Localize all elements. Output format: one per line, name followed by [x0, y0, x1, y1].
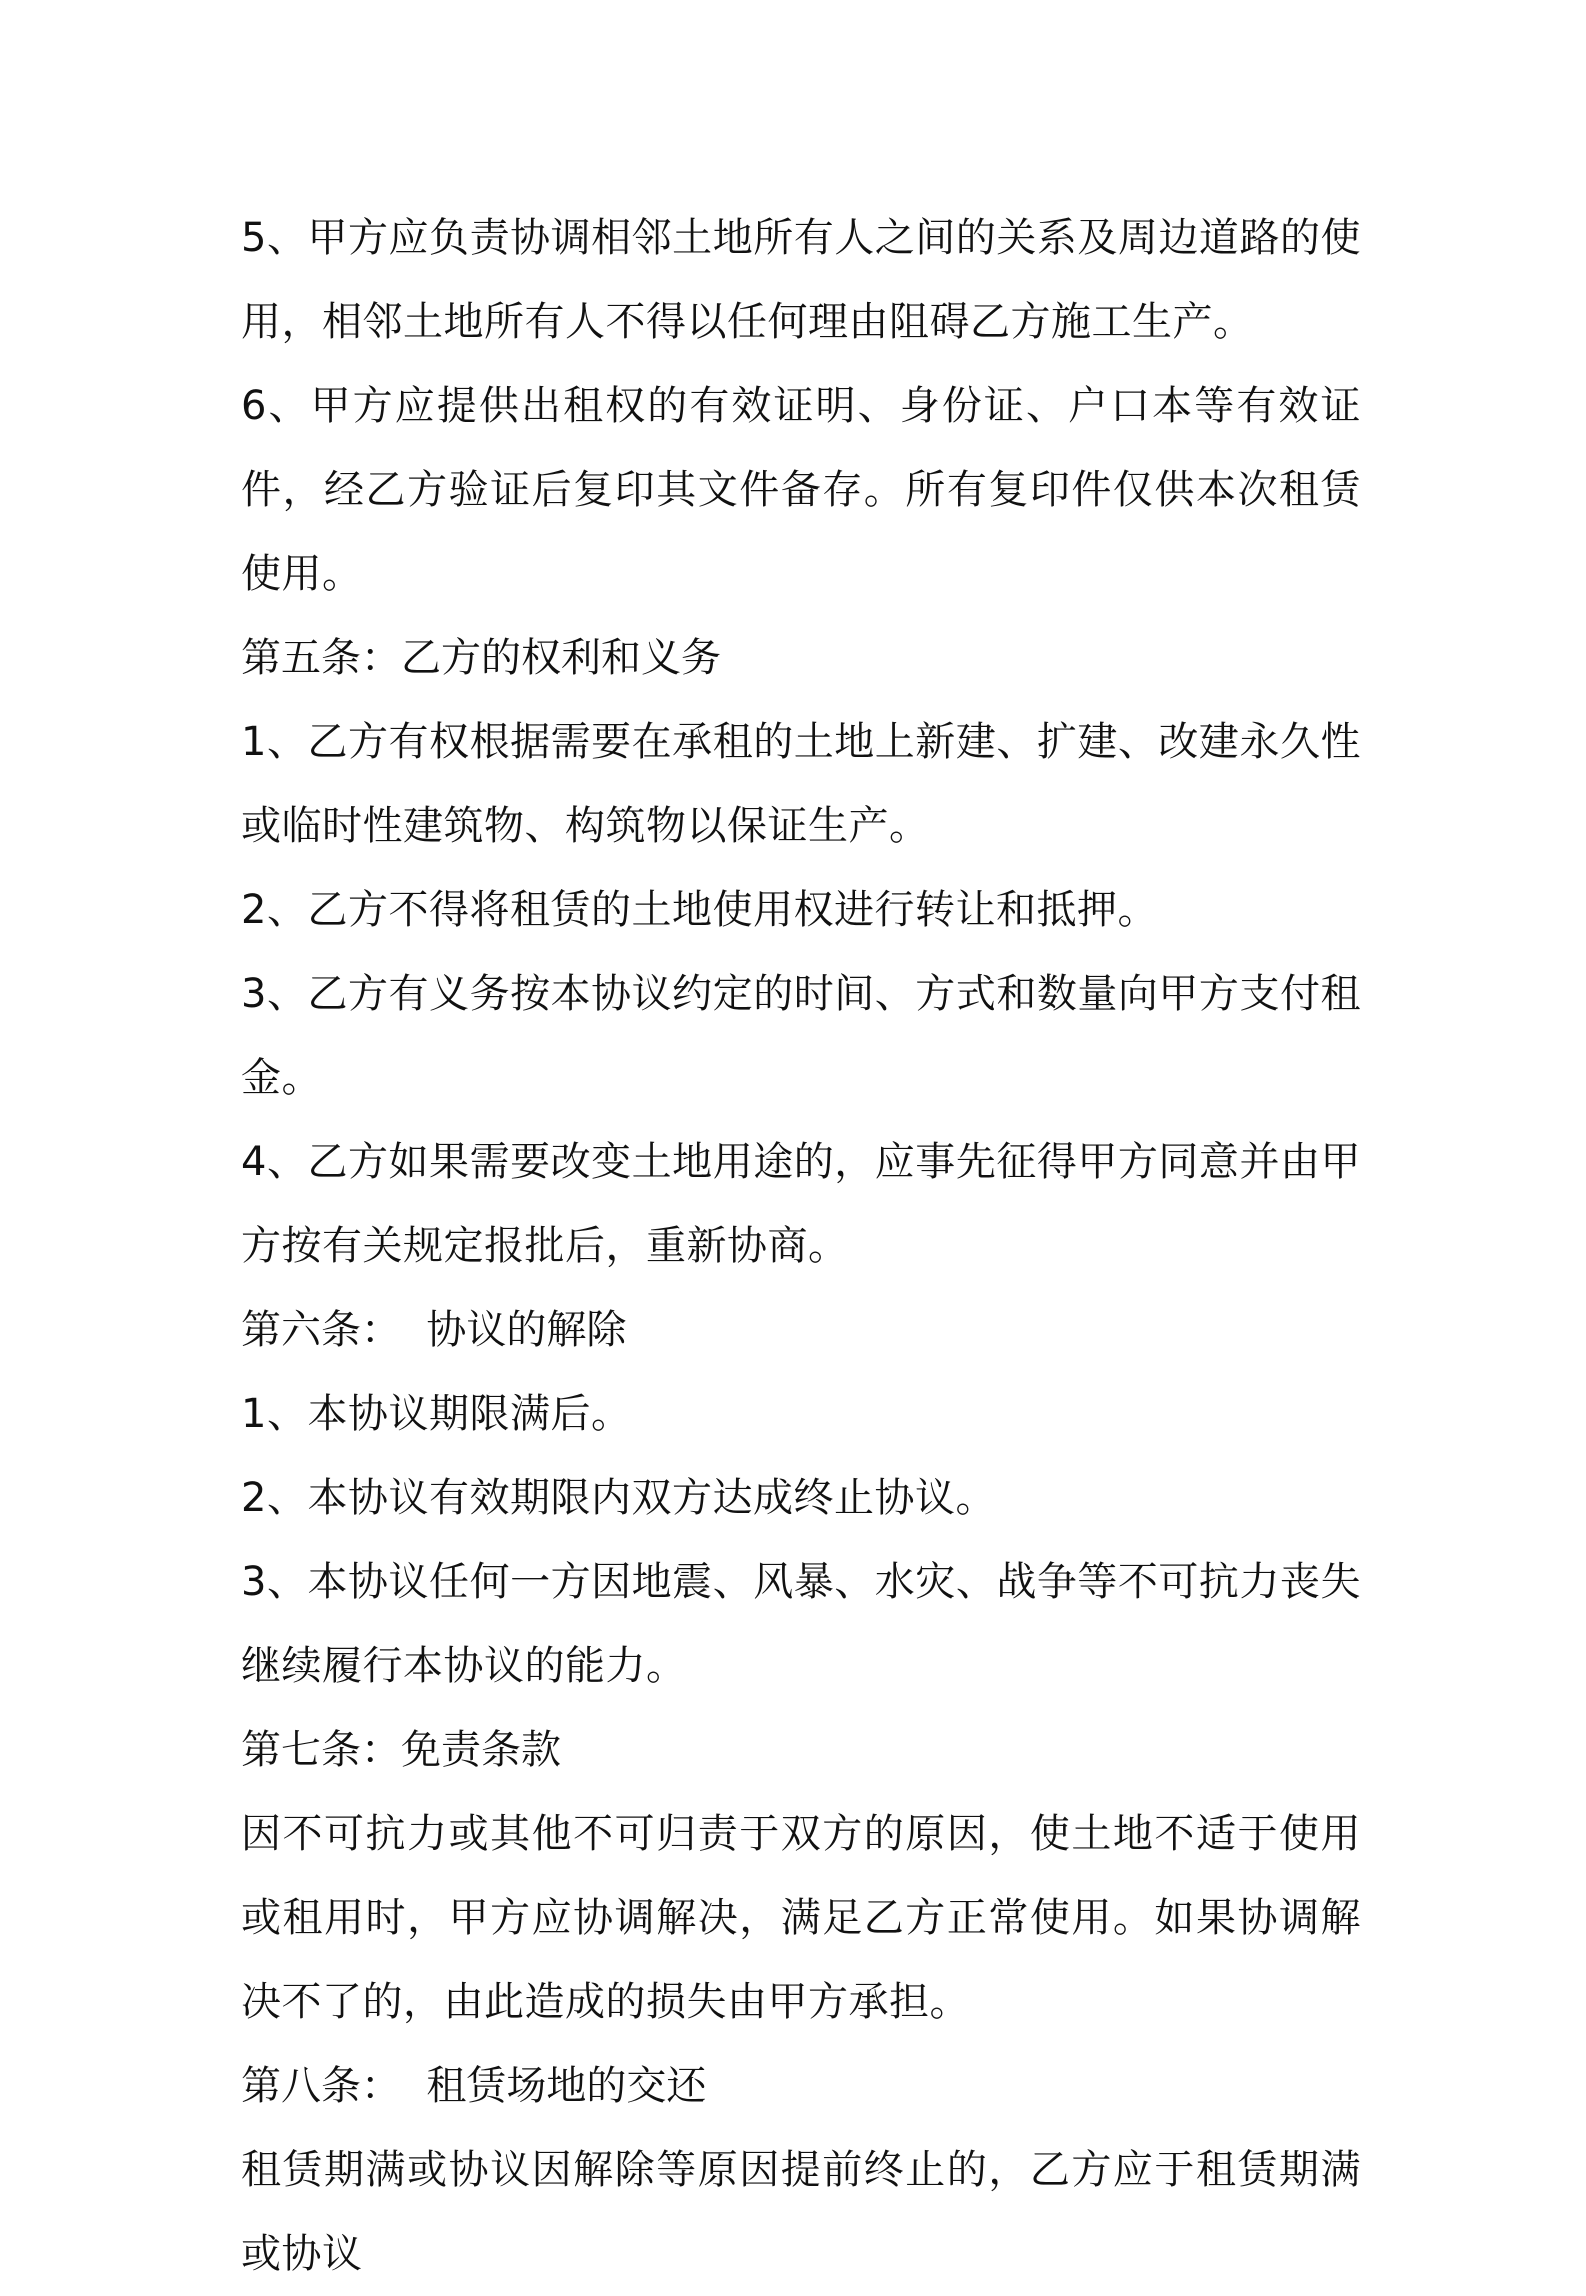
clause-4-item-5: 5、甲方应负责协调相邻土地所有人之间的关系及周边道路的使用，相邻土地所有人不得以任何理由阻碍乙方施工生产。 [241, 215, 1361, 345]
article-5-item-2: 2、乙方不得将租赁的土地使用权进行转让和抵押。 [241, 887, 1158, 933]
document-body [241, 196, 1361, 2296]
article-6-heading: 第六条： 协议的解除 [241, 1307, 627, 1353]
article-5-item-3: 3、乙方有义务按本协议约定的时间、方式和数量向甲方支付租金。 [241, 971, 1361, 1101]
article-7-body: 因不可抗力或其他不可归责于双方的原因，使土地不适于使用或租用时，甲方应协调解决，满足乙方正常使用。如果协调解决不了的，由此造成的损失由甲方承担。 [241, 1811, 1361, 2025]
article-5-heading: 第五条：乙方的权利和义务 [241, 635, 721, 681]
article-5-item-1: 1、乙方有权根据需要在承租的土地上新建、扩建、改建永久性或临时性建筑物、构筑物以保证生产。 [241, 719, 1361, 849]
article-6-item-1: 1、本协议期限满后。 [241, 1391, 632, 1437]
article-7-heading: 第七条：免责条款 [241, 1727, 561, 1773]
article-8-body: 租赁期满或协议因解除等原因提前终止的，乙方应于租赁期满或协议 [241, 2147, 1361, 2277]
article-6-item-3: 3、本协议任何一方因地震、风暴、水灾、战争等不可抗力丧失继续履行本协议的能力。 [241, 1559, 1361, 1689]
article-8-heading: 第八条： 租赁场地的交还 [241, 2063, 707, 2109]
article-6-item-2: 2、本协议有效期限内双方达成终止协议。 [241, 1475, 996, 1521]
article-5-item-4: 4、乙方如果需要改变土地用途的，应事先征得甲方同意并由甲方按有关规定报批后，重新协商。 [241, 1139, 1361, 1269]
clause-4-item-6: 6、甲方应提供出租权的有效证明、身份证、户口本等有效证件，经乙方验证后复印其文件备存。所有复印件仅供本次租赁使用。 [241, 383, 1361, 597]
